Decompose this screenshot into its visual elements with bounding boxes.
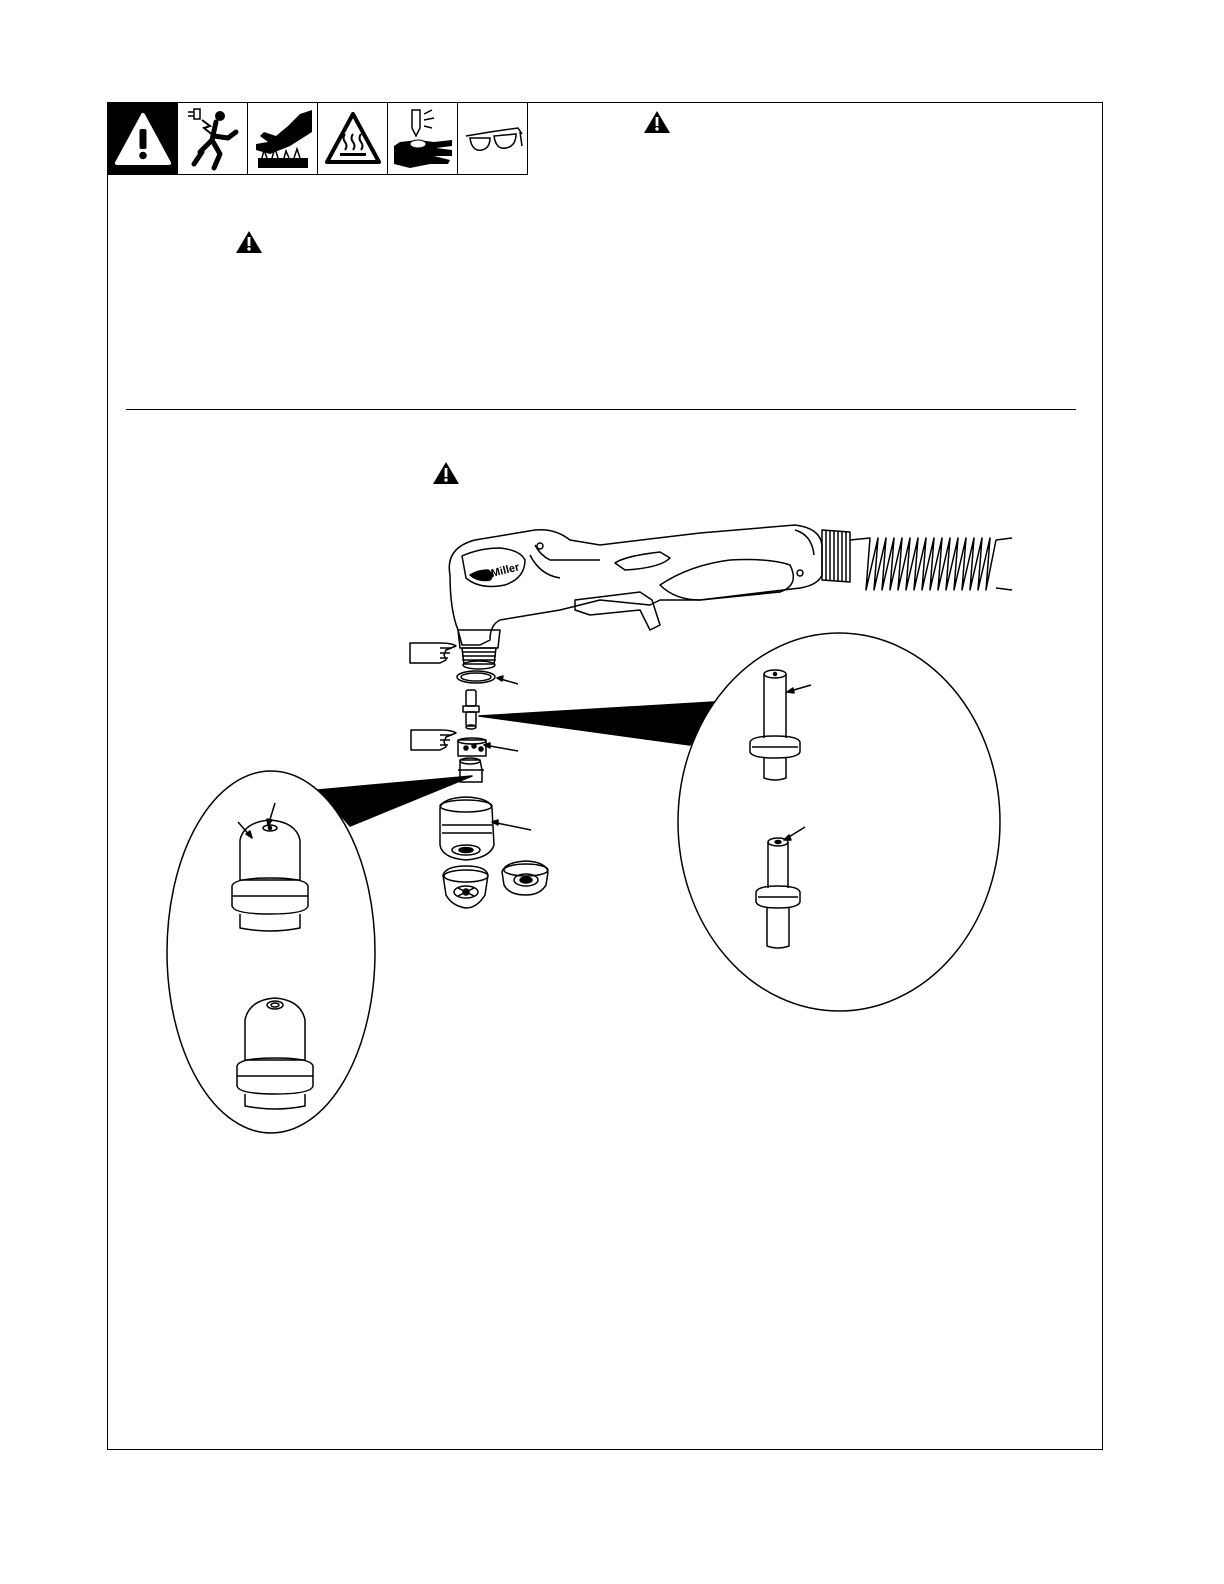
zoom-wedge: [479, 702, 714, 745]
retaining-cup-part: [440, 797, 494, 860]
shield-cup-part: [502, 861, 548, 895]
pointing-hand-icon: [410, 643, 456, 663]
plasma-torch-body: [449, 525, 1012, 669]
electrode-detail-ellipse: [678, 633, 1000, 1011]
swirl-ring-part: [458, 738, 486, 756]
brand-logo: Miller: [489, 561, 521, 580]
electrode-part: [463, 690, 479, 729]
deflector-part: [443, 866, 488, 908]
pointing-hand-icon: [411, 730, 456, 750]
